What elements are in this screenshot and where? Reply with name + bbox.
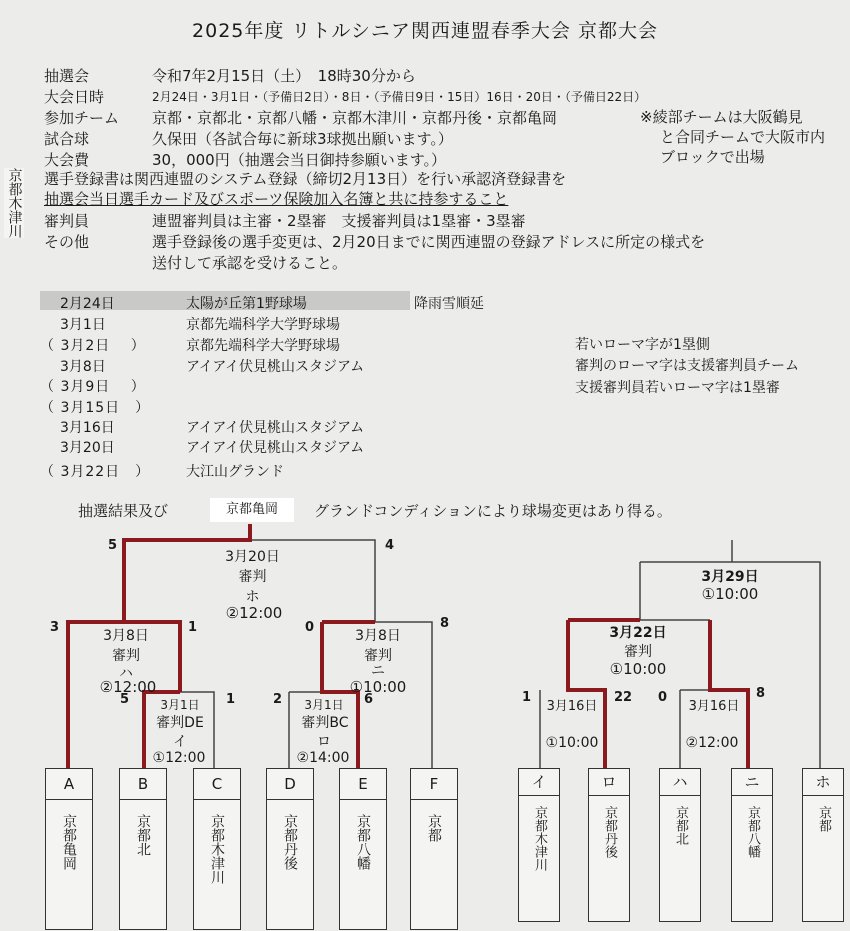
q1-time: ①12:00 xyxy=(152,750,206,766)
other-label: その他 xyxy=(44,233,90,251)
result-prefix: 抽選結果及び xyxy=(78,502,169,520)
q1-score-left: 5 xyxy=(120,692,130,707)
r1-time: ①10:00 xyxy=(545,735,599,751)
schedule-date: （ 3月15日 ） xyxy=(40,400,151,416)
semi-right-score-right: 8 xyxy=(440,616,450,631)
q2-score-left: 2 xyxy=(273,692,283,707)
r2-time: ②12:00 xyxy=(685,735,739,751)
team-name: 京都 xyxy=(816,806,831,832)
schedule-venue: 太陽が丘第1野球場 xyxy=(186,296,307,312)
team-box xyxy=(119,768,167,930)
info-label: 試合球 xyxy=(44,130,90,148)
info-value: 令和7年2月15日（土） 18時30分から xyxy=(152,67,416,85)
semi-right-code: ニ xyxy=(371,663,385,679)
result-suffix: グランドコンディションにより球場変更はあり得る。 xyxy=(314,502,672,520)
r1-date: 3月16日 xyxy=(546,699,598,714)
schedule-venue: 大江山グランド xyxy=(186,464,284,480)
right-semi-date: 3月22日 xyxy=(609,625,667,641)
note-right-2: と合同チームで大阪市内 xyxy=(660,128,826,146)
right-final-time: ①10:00 xyxy=(701,585,759,603)
team-box xyxy=(45,768,93,930)
team-letter: ホ xyxy=(803,769,843,796)
team-box xyxy=(588,768,630,922)
team-letter: ハ xyxy=(660,769,700,796)
schedule-note-1: 若いローマ字が1塁側 xyxy=(575,337,710,353)
final-time: ②12:00 xyxy=(225,604,283,622)
registration-line-1: 選手登録書は関西連盟のシステム登録（締切2月13日）を行い承認済登録書を xyxy=(44,170,567,188)
info-value: 久保田（各試合毎に新球3球拠出願います。） xyxy=(152,130,453,148)
semi-left-score-right: 1 xyxy=(188,620,198,635)
schedule-venue: アイアイ伏見桃山スタジアム xyxy=(186,359,365,375)
team-name: 京都八幡 xyxy=(745,806,760,858)
team-name: 京都北 xyxy=(135,814,151,856)
final-score-right: 4 xyxy=(385,538,395,553)
info-value: 2月24日・3月1日・（予備日2日）・8日・（予備日9日・15日）16日・20日・（予備日22日） xyxy=(152,90,647,104)
right-semi-time: ①10:00 xyxy=(609,660,667,678)
info-label: 大会費 xyxy=(44,151,90,169)
schedule-date: 3月16日 xyxy=(60,420,115,436)
team-box xyxy=(339,768,387,930)
semi-left-umpire: 審判 xyxy=(112,648,140,664)
schedule-date: 2月24日 xyxy=(60,296,115,312)
semi-right-date: 3月8日 xyxy=(355,628,401,644)
team-box xyxy=(266,768,314,930)
semi-left-score-left: 3 xyxy=(50,620,60,635)
r2-score-left: 0 xyxy=(658,690,668,705)
r1-score-left: 1 xyxy=(522,690,532,705)
umpire-label: 審判員 xyxy=(44,212,90,230)
final-date: 3月20日 xyxy=(225,549,280,565)
info-label: 参加チーム xyxy=(44,109,120,127)
team-letter: C xyxy=(194,769,240,800)
semi-left-date: 3月8日 xyxy=(103,628,149,644)
schedule-note-3: 支援審判員若いローマ字は1塁審 xyxy=(575,380,780,396)
semi-right-time: ①10:00 xyxy=(349,678,407,696)
q1-code: イ xyxy=(173,734,187,750)
team-box xyxy=(193,768,241,930)
team-letter: ロ xyxy=(589,769,629,796)
team-box xyxy=(802,768,844,922)
team-name: 京都 xyxy=(426,814,442,842)
team-letter: B xyxy=(120,769,166,800)
q2-code: ロ xyxy=(317,734,331,750)
team-letter: F xyxy=(411,769,457,800)
q1-score-right: 1 xyxy=(226,692,236,707)
schedule-venue: 京都先端科学大学野球場 xyxy=(186,338,340,354)
info-value: 京都・京都北・京都八幡・京都木津川・京都丹後・京都亀岡 xyxy=(152,109,558,127)
schedule-date: （ 3月22日 ） xyxy=(40,464,151,480)
semi-left-time: ②12:00 xyxy=(99,678,157,696)
q1-umpire: 審判DE xyxy=(156,715,204,731)
side-label-text: 京都木津川 xyxy=(6,168,23,238)
q2-umpire: 審判BC xyxy=(301,715,349,731)
info-label: 抽選会 xyxy=(44,67,90,85)
team-letter: E xyxy=(340,769,386,800)
other-value-2: 送付して承認を受けること。 xyxy=(152,254,348,272)
team-name: 京都北 xyxy=(673,806,688,845)
q1-date: 3月1日 xyxy=(160,698,200,712)
semi-right-umpire: 審判 xyxy=(364,648,392,664)
registration-line-2: 抽選会当日選手カード及びスポーツ保険加入名簿と共に持参すること xyxy=(44,190,509,208)
r1-score-right: 22 xyxy=(614,690,633,705)
team-name: 京都丹後 xyxy=(282,814,298,870)
team-box xyxy=(659,768,701,922)
team-name: 京都亀岡 xyxy=(61,814,77,870)
team-box xyxy=(518,768,560,922)
right-semi-umpire: 審判 xyxy=(624,644,652,660)
schedule-date: 3月8日 xyxy=(60,359,106,375)
team-letter: イ xyxy=(519,769,559,796)
note-right-1: ※綾部チームは大阪鶴見 xyxy=(640,108,803,126)
other-value-1: 選手登録後の選手変更は、2月20日までに関西連盟の登録アドレスに所定の様式を xyxy=(152,233,706,251)
schedule-venue: アイアイ伏見桃山スタジアム xyxy=(186,440,365,456)
info-value: 30，000円（抽選会当日御持参願います。） xyxy=(152,151,447,169)
team-letter: D xyxy=(267,769,313,800)
q2-time: ②14:00 xyxy=(296,750,350,766)
final-code: ホ xyxy=(245,589,260,605)
q2-score-right: 6 xyxy=(364,692,374,707)
schedule-note: 降雨雪順延 xyxy=(414,296,484,312)
umpire-value: 連盟審判員は主審・2塁審 支援審判員は1塁審・3塁審 xyxy=(152,212,526,230)
schedule-venue: 京都先端科学大学野球場 xyxy=(186,317,340,333)
schedule-note-2: 審判のローマ字は支援審判員チーム xyxy=(575,358,799,374)
team-name: 京都八幡 xyxy=(355,814,371,870)
schedule-date: （ 3月2日 ） xyxy=(40,338,146,354)
final-umpire: 審判 xyxy=(238,569,267,585)
semi-right-score-left: 0 xyxy=(305,620,315,635)
schedule-date: 3月20日 xyxy=(60,440,115,456)
result-tag: 京都亀岡 xyxy=(210,498,294,522)
r2-date: 3月16日 xyxy=(688,699,740,714)
page-title: 2025年度 リトルシニア関西連盟春季大会 京都大会 xyxy=(192,20,658,42)
team-letter: A xyxy=(46,769,92,800)
team-letter: ニ xyxy=(732,769,772,796)
schedule-venue: アイアイ伏見桃山スタジアム xyxy=(186,420,365,436)
semi-left-code: ハ xyxy=(119,666,133,682)
info-label: 大会日時 xyxy=(44,88,105,106)
schedule-date: 3月1日 xyxy=(60,317,106,333)
team-box xyxy=(410,768,458,930)
team-box xyxy=(731,768,773,922)
r2-score-right: 8 xyxy=(756,686,766,701)
q2-date: 3月1日 xyxy=(304,698,344,712)
team-name: 京都丹後 xyxy=(602,806,617,858)
schedule-date: （ 3月9日 ） xyxy=(40,379,146,395)
team-name: 京都木津川 xyxy=(532,806,547,871)
right-final-date: 3月29日 xyxy=(701,569,759,585)
final-score-left: 5 xyxy=(108,538,118,553)
note-right-3: ブロックで出場 xyxy=(660,148,765,166)
team-name: 京都木津川 xyxy=(209,814,225,884)
